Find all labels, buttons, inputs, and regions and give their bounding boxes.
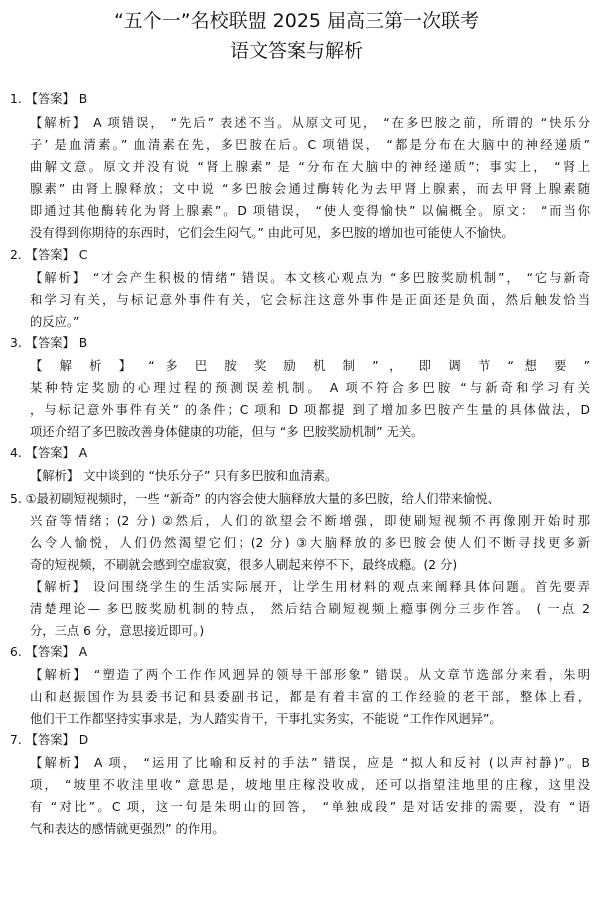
text-line: 【 解 析 】 “ 多 巴 胺 奖 励 机 制 ” ， 即 调 节 “ 想 要 ” — [30, 359, 590, 373]
text-line: 奇的短视频，不刷就会感到空虚寂寞，很多人刷起来停不下，最终成瘾。(2 分) — [30, 558, 458, 572]
text-line: 【解析】 文中谈到的 “快乐分子” 只有多巴胺和血清素。 — [30, 469, 338, 483]
text-line: 【解析】 A 项， “运用了比喻和反衬的手法” 错误，应是 “拟人和反衬 (以声衬静)”。B — [30, 756, 590, 770]
question-line: 6. 【答案】 A — [10, 645, 88, 659]
text-line: 【解析】 A 项错误， “先后” 表述不当。从原文可见， “在多巴胺之前，所谓的 “快乐分 — [30, 116, 590, 130]
text-line: 子’ 是血清素。” 血清素在先，多巴胺在后。C 项错误， “都是分布在大脑中的神经递质” — [30, 138, 591, 152]
text-line: 腺素” 由肾上腺释放；文中说 “多巴胺会通过酶转化为去甲肾上腺素，而去甲肾上腺素随 — [30, 182, 590, 196]
text-line: 【解析】 “塑造了两个工作作风迥异的领导干部形象” 错误。从文章节选部分来看，朱明 — [30, 668, 590, 682]
question-line: 1. 【答案】 B — [10, 92, 88, 106]
question-line: 2. 【答案】 C — [10, 248, 88, 262]
text-line: 的反应。” — [30, 315, 80, 329]
question-line: 3. 【答案】 B — [10, 336, 88, 350]
document-title: “五个一”名校联盟 2025 届高三第一次联考 — [113, 10, 480, 32]
question-line: 5. ①最初刷短视频时，一些 “新奇” 的内容会使大脑释放大量的多巴胺，给人们带来愉悦、 — [10, 492, 500, 506]
text-line: 么令人愉悦，人们仍然渴望它们；(2 分) ③大脑释放的多巴胺会使人们不断寻找更多新 — [30, 536, 590, 550]
text-line: ，与标记意外事件有关” 的条件；C 项和 D 项都提 到了增加多巴胺产生量的具体做法，D — [30, 403, 590, 417]
text-line: 清楚理论— 多巴胺奖励机制的特点， 然后结合刷短视频上瘾事例分三步作答。 ( 一点 2 — [30, 602, 590, 616]
question-line: 4. 【答案】 A — [10, 446, 88, 460]
text-line: 气和表达的感情就更强烈” 的作用。 — [30, 822, 225, 836]
text-line: 曲解文意。原文并没有说 “肾上腺素” 是 “分布在大脑中的神经递质”；事实上， “肾上 — [30, 160, 590, 174]
question-line: 7. 【答案】 D — [10, 733, 89, 747]
text-line: 【解析】 “才会产生积极的情绪” 错误。本文核心观点为 “多巴胺奖励机制”， “它与新奇 — [30, 271, 590, 285]
text-line: 他们干工作都坚持实事求是，为人踏实肯干，干事扎实务实，不能说 “工作作风迥异”。 — [30, 712, 502, 726]
text-line: 分，三点 6 分，意思接近即可。) — [30, 624, 205, 638]
text-line: 兴奋等情绪；(2 分) ②然后，人们的欲望会不断增强，即使刷短视频不再像刚开始时那 — [30, 514, 590, 528]
text-line: 某种特定奖励的心理过程的预测误差机制。 A 项不符合多巴胺 “与新奇和学习有关 — [30, 381, 590, 395]
text-line: 和学习有关，与标记意外事件有关，它会标注这意外事件是正面还是负面，然后触发恰当 — [30, 293, 590, 307]
document-subtitle: 语文答案与解析 — [229, 40, 363, 62]
text-line: 项， “坡里不收洼里收” 意思是，坡地里庄稼没收成，还可以指望洼地里的庄稼，这里没 — [30, 778, 590, 792]
text-line: 有 “对比”。C 项，这一句是朱明山的回答， “单独成段” 是对话安排的需要，没有 “语 — [30, 800, 590, 814]
text-line: 项还介绍了多巴胺改善身体健康的功能，但与 “多 巴胺奖励机制” 无关。 — [30, 425, 424, 439]
text-line: 【解析】 设问围绕学生的生活实际展开，让学生用材料的观点来阐释具体问题。首先要弄 — [30, 580, 590, 594]
text-line: 即通过其他酶转化为肾上腺素”。D 项错误， “使人变得愉快” 以偏概全。原文： “而当你 — [30, 204, 590, 218]
text-line: 山和赵振国作为县委书记和县委副书记，都是有着丰富的工作经验的老干部，整体上看， — [30, 690, 590, 704]
text-line: 没有得到你期待的东西时，它们会生闷气。” 由此可见，多巴胺的增加也可能使人不愉快。 — [30, 226, 514, 240]
